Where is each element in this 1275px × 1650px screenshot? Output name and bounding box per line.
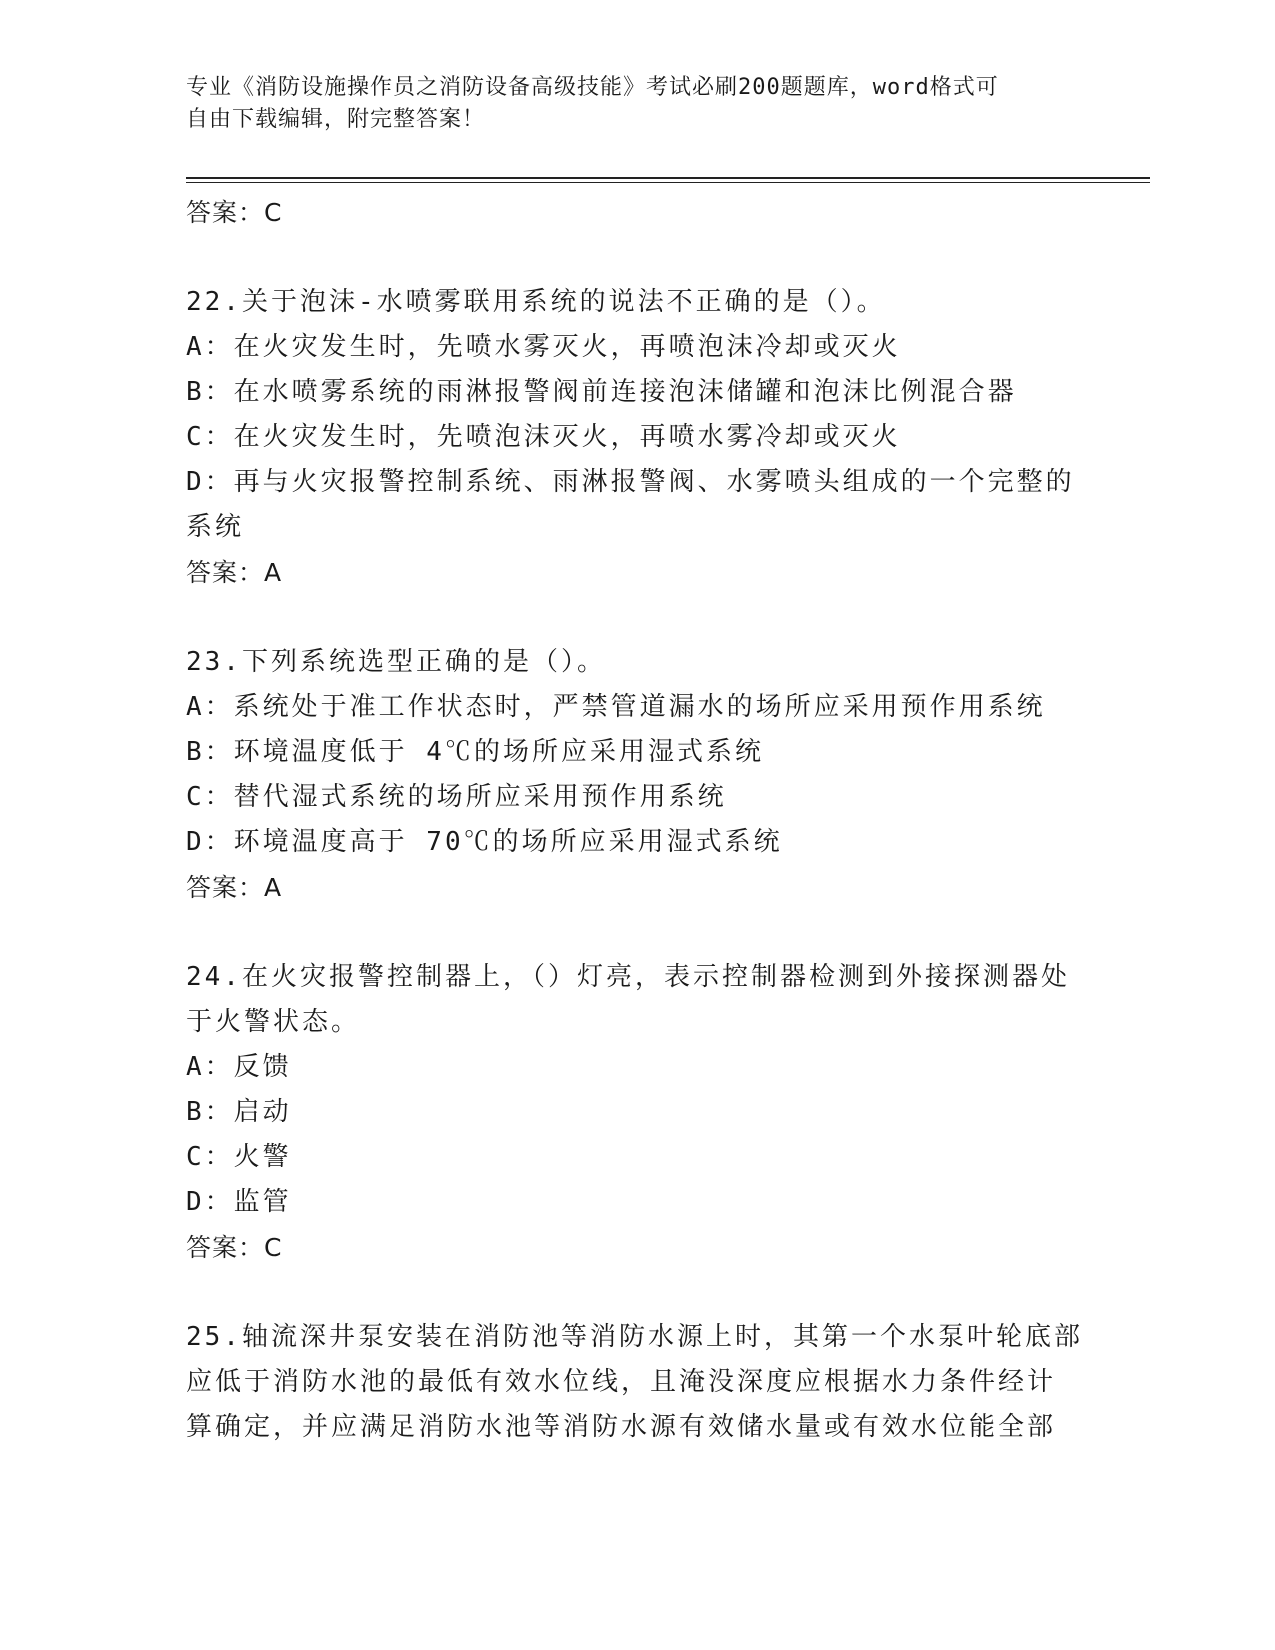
- option-d-continuation: 系统: [186, 512, 245, 542]
- option-d: D：环境温度高于 70℃的场所应采用湿式系统: [186, 827, 783, 857]
- option-c: C：火警: [186, 1142, 292, 1172]
- question-stem-line: 25.轴流深井泵安装在消防池等消防水源上时，其第一个水泵叶轮底部: [186, 1322, 1083, 1352]
- question-stem-line: 于火警状态。: [186, 1007, 361, 1037]
- previous-answer: 答案：C: [186, 198, 283, 227]
- spacer: [186, 1270, 1076, 1315]
- header-line-2: 自由下载编辑，附完整答案！: [186, 107, 486, 132]
- question-23: [186, 640, 1076, 910]
- spacer: [186, 595, 1076, 640]
- question-stem-line: 23.下列系统选型正确的是（）。: [186, 647, 606, 677]
- question-stem-line: 算确定，并应满足消防水池等消防水源有效储水量或有效水位能全部: [186, 1412, 1057, 1442]
- option-a: A：系统处于准工作状态时，严禁管道漏水的场所应采用预作用系统: [186, 692, 1046, 722]
- header-divider-thick: [186, 177, 1150, 179]
- option-a: A：反馈: [186, 1052, 292, 1082]
- answer-line: 答案：A: [186, 558, 283, 587]
- question-stem-line: 24.在火灾报警控制器上，（）灯亮，表示控制器检测到外接探测器处: [186, 962, 1070, 992]
- option-c: C：替代湿式系统的场所应采用预作用系统: [186, 782, 727, 812]
- option-b: B：在水喷雾系统的雨淋报警阀前连接泡沫储罐和泡沫比例混合器: [186, 377, 1017, 407]
- option-b: B：环境温度低于 4℃的场所应采用湿式系统: [186, 737, 764, 767]
- question-22: [186, 280, 1076, 595]
- question-stem-line: 应低于消防水池的最低有效水位线，且淹没深度应根据水力条件经计: [186, 1367, 1057, 1397]
- question-24: [186, 955, 1076, 1270]
- document-header: [186, 72, 1066, 136]
- answer-line: 答案：A: [186, 873, 283, 902]
- question-list: [186, 190, 1083, 1450]
- option-a: A：在火灾发生时，先喷水雾灭火，再喷泡沫冷却或灭火: [186, 332, 901, 362]
- spacer: [186, 910, 1076, 955]
- option-c: C：在火灾发生时，先喷泡沫灭火，再喷水雾冷却或灭火: [186, 422, 901, 452]
- answer-line: 答案：C: [186, 1233, 283, 1262]
- spacer: [186, 235, 1076, 280]
- option-b: B：启动: [186, 1097, 292, 1127]
- header-divider-thin: [186, 182, 1150, 183]
- question-25: [186, 1315, 1083, 1450]
- option-d: D：再与火灾报警控制系统、雨淋报警阀、水雾喷头组成的一个完整的: [186, 467, 1075, 497]
- question-stem-line: 22.关于泡沫-水喷雾联用系统的说法不正确的是（）。: [186, 287, 886, 317]
- option-d: D：监管: [186, 1187, 292, 1217]
- header-line-1: 专业《消防设施操作员之消防设备高级技能》考试必刷200题题库，word格式可: [186, 75, 999, 100]
